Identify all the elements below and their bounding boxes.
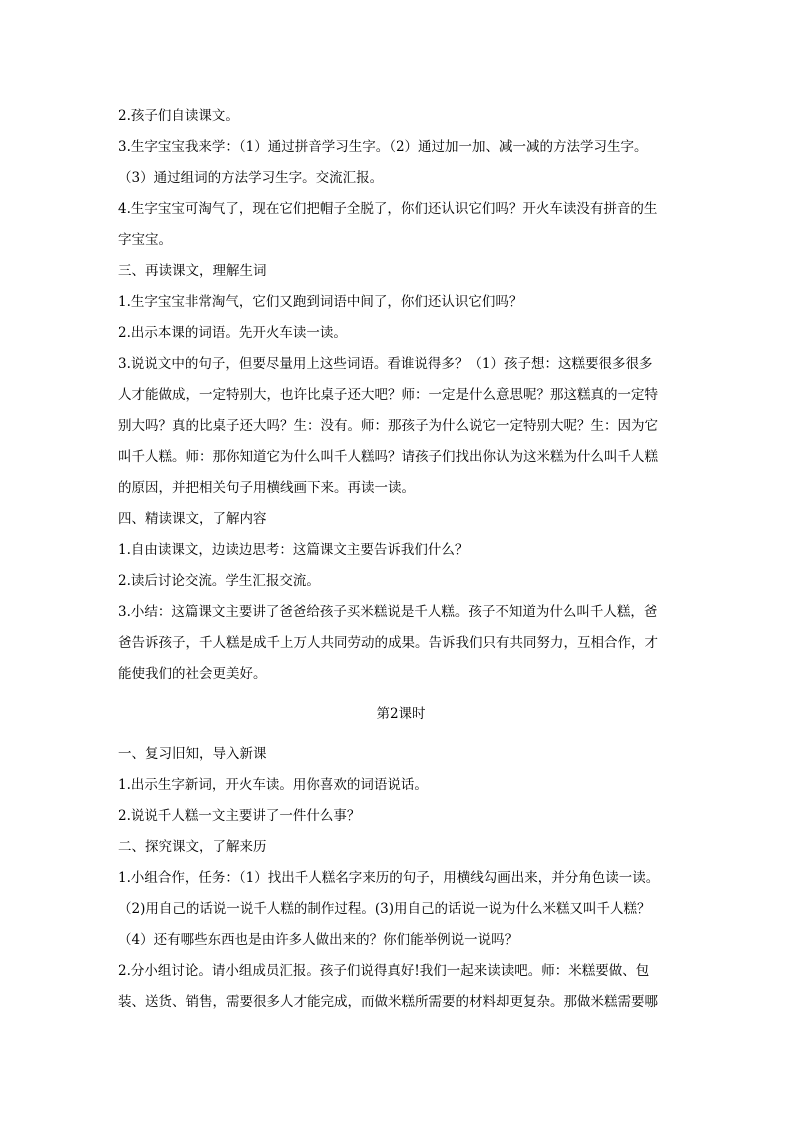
text-line-23: 2.说说千人糕一文主要讲了一件什么事？ <box>118 808 361 824</box>
text-line-2: 3.生字宝宝我来学：（1）通过拼音学习生字。（2）通过加一加、减一减的方法学习生字。 <box>118 139 648 155</box>
text-line-12: 叫千人糕。师：那你知道它为什么叫千人糕吗？请孩子们找出你认为这米糕为什么叫千人糕 <box>118 449 658 465</box>
lesson-title: 第2课时 <box>376 706 426 722</box>
text-line-10: 人才能做成，一定特别大，也许比桌子还大吧？师：一定是什么意思呢？那这糕真的一定特 <box>118 387 658 403</box>
text-line-9: 3.说说文中的句子，但要尽量用上这些词语。看谁说得多？（1）孩子想：这糕要很多很多 <box>118 356 653 372</box>
section-heading-2: 二、探究课文，了解来历 <box>118 839 267 855</box>
text-line-18: 爸告诉孩子，千人糕是成千上万人共同劳动的成果。告诉我们只有共同努力，互相合作，才 <box>118 635 658 651</box>
text-line-27: （4）还有哪些东西也是由许多人做出来的？你们能举例说一说吗？ <box>118 932 519 948</box>
text-line-4: 4.生字宝宝可淘气了，现在它们把帽子全脱了，你们还认识它们吗？开火车读没有拼音的生 <box>118 201 658 217</box>
text-line-17: 3.小结：这篇课文主要讲了爸爸给孩子买米糕说是千人糕。孩子不知道为什么叫千人糕，爸 <box>118 604 658 620</box>
text-line-8: 2.出示本课的词语。先开火车读一读。 <box>118 325 347 341</box>
text-line-26: （2)用自己的话说一说千人糕的制作过程。(3)用自己的话说一说为什么米糕又叫千人糕？ <box>118 901 651 917</box>
document-page <box>118 101 684 1018</box>
text-line-22: 1.出示生字新词，开火车读。用你喜欢的词语说话。 <box>118 777 428 793</box>
section-heading-1: 一、复习旧知，导入新课 <box>118 746 267 762</box>
text-line-11: 别大吗？真的比桌子还大吗？生：没有。师：那孩子为什么说它一定特别大呢？生：因为它 <box>118 418 658 434</box>
text-line-19: 能使我们的社会更美好。 <box>118 666 267 682</box>
section-heading-4: 四、精读课文，了解内容 <box>118 511 267 527</box>
text-line-28: 2.分小组讨论。请小组成员汇报。孩子们说得真好!我们一起来读读吧。师：米糕要做、包 <box>118 963 650 979</box>
text-line-5: 字宝宝。 <box>118 232 172 248</box>
text-line-16: 2.读后讨论交流。学生汇报交流。 <box>118 573 320 589</box>
text-line-15: 1.自由读课文，边读边思考：这篇课文主要告诉我们什么？ <box>118 542 469 558</box>
text-line-29: 装、送货、销售，需要很多人才能完成，而做米糕所需要的材料却更复杂。那做米糕需要哪 <box>118 994 658 1010</box>
text-line-3: （3）通过组词的方法学习生字。交流汇报。 <box>118 170 384 186</box>
text-line-13: 的原因，并把相关句子用横线画下来。再读一读。 <box>118 480 415 496</box>
text-line-25: 1.小组合作，任务：（1）找出千人糕名字来历的句子，用横线勾画出来，并分角色读一读。 <box>118 870 660 886</box>
section-heading-3: 三、再读课文，理解生词 <box>118 263 267 279</box>
text-line-7: 1.生字宝宝非常淘气，它们又跑到词语中间了，你们还认识它们吗？ <box>118 294 523 310</box>
text-line-1: 2.孩子们自读课文。 <box>118 108 239 124</box>
